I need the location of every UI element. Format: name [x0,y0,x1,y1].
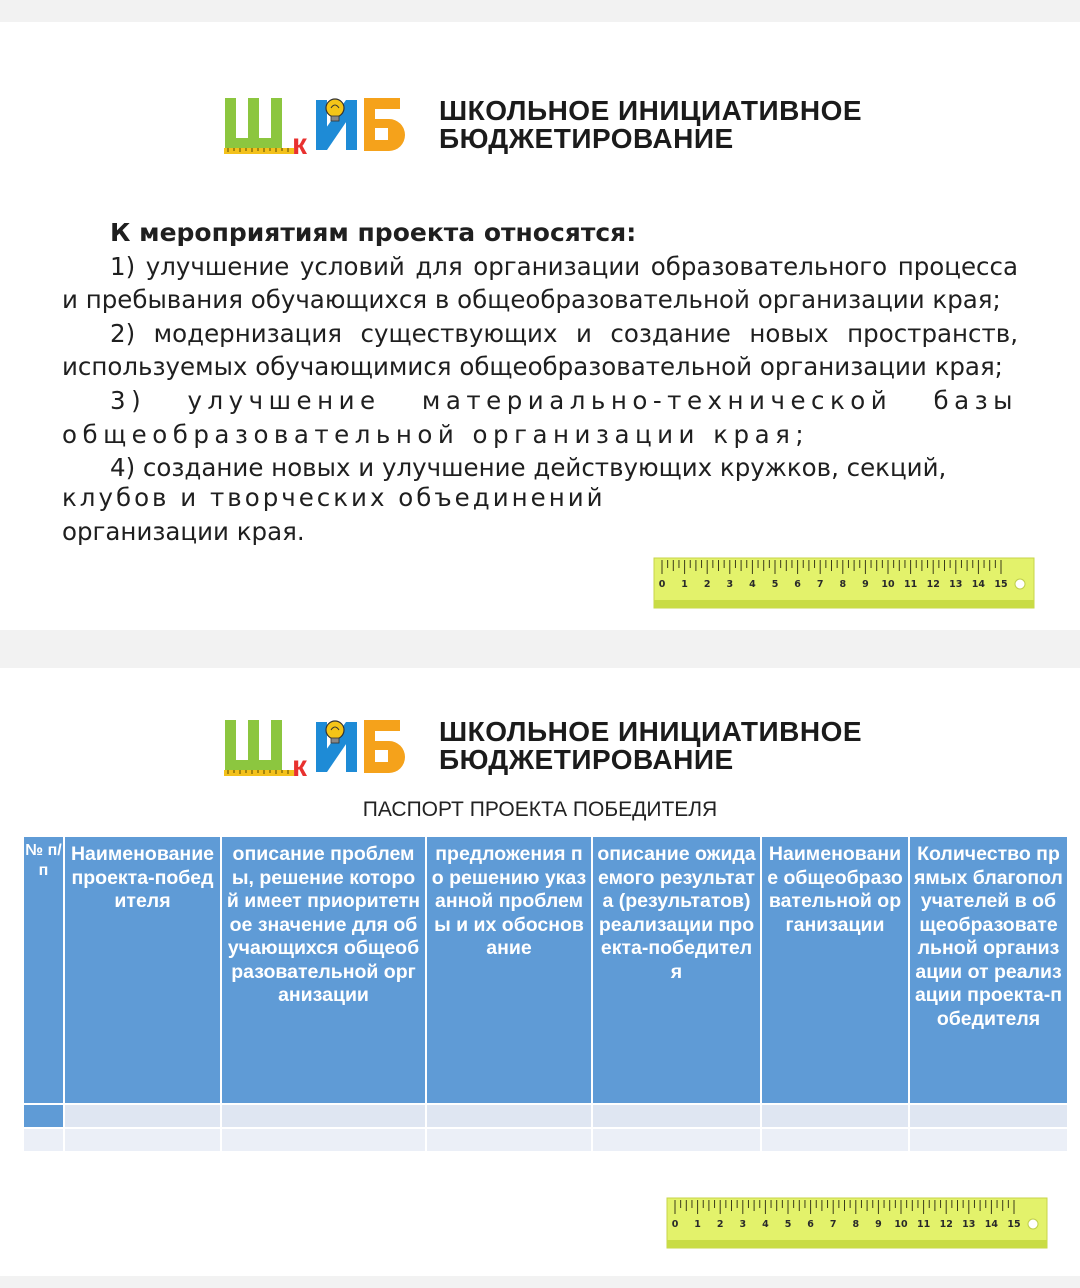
ruler-tick-label: 11 [916,1219,931,1230]
table-cell[interactable] [426,1128,592,1152]
ruler-tick-label: 0 [658,579,666,590]
item-4: 4) создание новых и улучшение действующих кружков, секций, [110,453,947,482]
ruler-tick-label: 2 [703,579,711,590]
table-cell[interactable] [592,1104,761,1128]
projects-text [62,216,1018,548]
ruler-tick-label: 6 [794,579,801,590]
item-4-end: организации края. [62,516,305,546]
project-passport-table [22,835,1069,1153]
table-cell[interactable] [221,1128,426,1152]
table-cell[interactable] [64,1104,221,1128]
svg-text:к: к [292,128,308,158]
ruler-tick-label: 9 [862,579,869,590]
ruler-tick-label: 8 [852,1219,860,1230]
ruler-tick-label: 15 [1007,1219,1021,1230]
brand-title-line2: БЮДЖЕТИРОВАНИЕ [439,744,734,775]
ruler-tick-label: 4 [762,1219,769,1230]
ruler-tick-label: 13 [949,579,963,590]
ruler-tick-label: 11 [903,579,918,590]
slide-1 [0,22,1080,630]
table-row [23,1128,1068,1152]
item-4-continuation [62,481,1018,515]
brand-title-line2: БЮДЖЕТИРОВАНИЕ [439,123,734,154]
table-row [23,1104,1068,1128]
ruler-tick-label: 1 [694,1219,701,1230]
item-2: 2) модернизация существующих и создание новых пространств, используемых обучающимися общеобразовательной организации края; [62,318,1018,382]
col-header-problem: описание проблемы, решение которой имеет приоритетное значение для обучающихся общеобразовательной организации [221,836,426,1104]
brand-title [439,718,862,774]
ruler-image [652,556,1038,614]
ruler-tick-label: 13 [962,1219,976,1230]
item-3: 3) улучшение материально-технической базы общеобразовательной организации края; [62,385,1018,449]
ruler-tick-label: 12 [939,1219,953,1230]
ruler-tick-label: 8 [839,579,847,590]
ruler-tick-label: 0 [671,1219,679,1230]
ruler-edge [667,1240,1047,1248]
ruler-image [665,1196,1051,1254]
table-cell[interactable] [761,1128,909,1152]
slide-2 [0,668,1080,1276]
table-caption: ПАСПОРТ ПРОЕКТА ПОБЕДИТЕЛЯ [362,798,718,821]
col-header-organization: Наименование общеобразовательной организации [761,836,909,1104]
section-heading: К мероприятиям проекта относятся: [110,218,637,247]
ruler-tick-label: 1 [681,579,688,590]
table-cell[interactable] [761,1104,909,1128]
ruler-tick-label: 10 [881,579,895,590]
item-1: 1) улучшение условий для организации образовательного процесса и пребывания обучающихся в общеобразовательной организации края; [62,251,1018,315]
ruler-edge [654,600,1034,608]
ruler-tick-label: 12 [926,579,940,590]
ruler-tick-label: 5 [784,1219,792,1230]
ruler-tick-label: 2 [716,1219,724,1230]
ruler-tick-label: 9 [875,1219,882,1230]
ruler-tick-label: 3 [739,1219,747,1230]
table-cell[interactable] [909,1104,1068,1128]
ruler-hole [1028,1219,1038,1229]
ruler-hole [1015,579,1025,589]
ruler-tick-label: 15 [994,579,1008,590]
ruler-tick-label: 7 [829,1219,837,1230]
table-cell[interactable] [909,1128,1068,1152]
table-cell[interactable] [592,1128,761,1152]
shkib-logo [222,714,402,778]
svg-text:к: к [292,750,308,780]
ruler-tick-label: 6 [807,1219,814,1230]
col-header-project-name: Наименование проекта-победителя [64,836,221,1104]
col-header-expected-result: описание ожидаемого результата (результатов) реализации проекта-победителя [592,836,761,1104]
table-cell[interactable] [426,1104,592,1128]
ruler-tick-label: 5 [771,579,779,590]
ruler-tick-label: 7 [816,579,824,590]
brand-title [439,97,862,153]
table-cell[interactable] [23,1128,64,1152]
table-cell[interactable] [23,1104,64,1128]
brand-title-line1: ШКОЛЬНОЕ ИНИЦИАТИВНОЕ [439,716,863,747]
ruler-tick-label: 10 [894,1219,908,1230]
ruler-tick-label: 4 [749,579,756,590]
col-header-number: № п/п [23,836,64,1104]
ruler-tick-label: 14 [984,1219,999,1230]
ruler-tick-label: 14 [971,579,986,590]
shkib-logo [222,92,402,156]
col-header-beneficiaries: Количество прямых благополучателей в общеобразовательной организации от реализации проекта-победителя [909,836,1068,1104]
item-4-continuation-text: клубов и творческих объединений [62,483,606,513]
table-cell[interactable] [221,1104,426,1128]
ruler-tick-label: 3 [726,579,734,590]
table-header-row [23,836,1068,1104]
col-header-proposals: предложения по решению указанной проблемы и их обоснование [426,836,592,1104]
table-cell[interactable] [64,1128,221,1152]
brand-title-line1: ШКОЛЬНОЕ ИНИЦИАТИВНОЕ [439,95,863,126]
